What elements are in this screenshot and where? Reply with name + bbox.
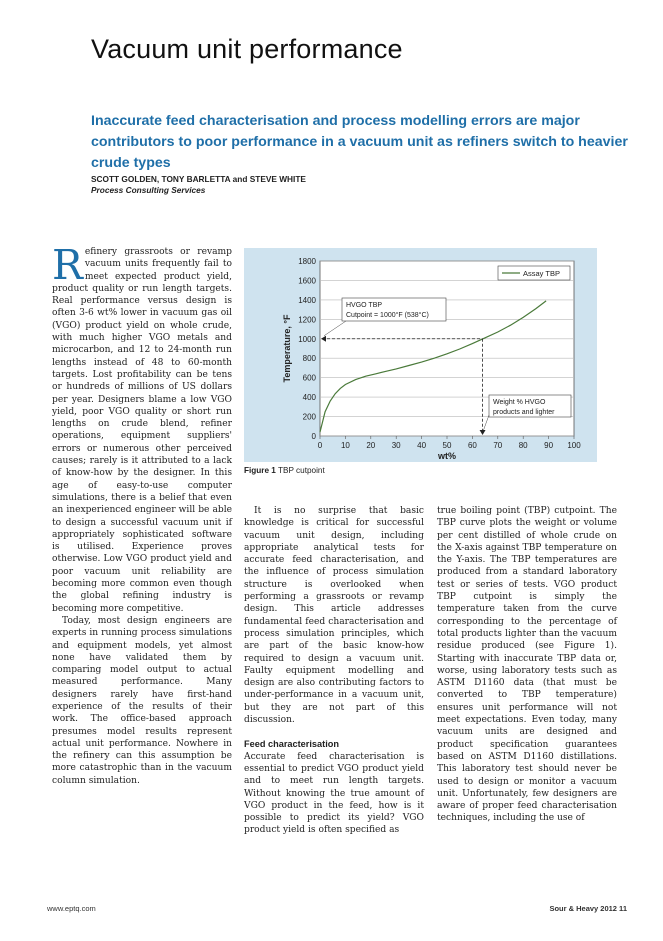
page-title: Vacuum unit performance xyxy=(91,34,403,64)
y-tick-label: 0 xyxy=(311,432,316,441)
affiliation: Process Consulting Services xyxy=(91,185,206,195)
y-tick-label: 200 xyxy=(302,412,316,422)
x-axis-label: wt% xyxy=(438,451,456,461)
annotation-weight-line1: Weight % HVGO xyxy=(493,399,546,406)
footer-url: www.eptq.com xyxy=(47,904,96,913)
x-tick-label: 50 xyxy=(442,441,452,450)
column-3 xyxy=(437,505,617,825)
annotation-cutpoint-line2: Cutpoint = 1000°F (538°C) xyxy=(346,312,429,319)
annotation-cutpoint-line1: HVGO TBP xyxy=(346,302,383,309)
x-tick-label: 100 xyxy=(567,441,581,450)
legend-label: Assay TBP xyxy=(523,269,560,278)
annotation-weight-line2: products and lighter xyxy=(493,409,555,416)
footer-issue: Sour & Heavy 2012 11 xyxy=(549,904,627,913)
figure-1 xyxy=(244,248,597,462)
figure-caption-label: Figure 1 xyxy=(244,466,276,475)
x-tick-label: 30 xyxy=(391,441,401,450)
y-axis-label: Temperature, °F xyxy=(282,314,292,383)
y-tick-label: 600 xyxy=(302,373,316,383)
column-2 xyxy=(244,505,424,837)
x-tick-label: 0 xyxy=(317,441,323,450)
figure-caption-text: TBP cutpoint xyxy=(278,466,325,475)
x-tick-label: 20 xyxy=(366,441,376,450)
paragraph-1-text: efinery grassroots or revamp vacuum units frequently fail to meet expected product yield, product quality or run length targets. Real performance versus design is often 3-6 wt% lower in vacuum gas oil (VGO) product yield on whole crude, with much higher VGO metals and microcarbon, and 12 to 24-month run lengths instead of 48 to 60-month targets. Lost profitability can be tens or hundreds of millions of US dollars per year. Designers blame a low VGO yield, poor VGO quality or short run lengths on crude blend, refiner operations, equipment suppliers' errors or numerous other perceived causes; rarely is it attributed to a lack of know-how by the designer. In this age of easy-to-use computer simulations, there is a belief that even an inexperienced engineer will be able to design a successful vacuum unit if appropriately sophisticated software is utilised. Experience proves otherwise. Low VGO product yield and poor vacuum unit reliability are becoming more common even though the global refining industry is becoming more competitive. xyxy=(52,247,232,614)
x-tick-label: 70 xyxy=(493,441,503,450)
authors: SCOTT GOLDEN, TONY BARLETTA and STEVE WHITE xyxy=(91,174,306,184)
drop-cap: R xyxy=(52,241,83,289)
x-tick-label: 60 xyxy=(467,441,477,450)
y-tick-label: 400 xyxy=(302,393,316,403)
paragraph-4: Accurate feed characterisation is essential to predict VGO product yield and to meet run length targets. Without knowing the true amount of VGO product in the feed, how is it possible to predict its yield? VGO product yield is often specified as xyxy=(244,751,424,836)
y-tick-label: 1200 xyxy=(298,315,316,325)
column-1 xyxy=(52,241,232,787)
y-tick-label: 1600 xyxy=(298,276,316,286)
x-tick-label: 10 xyxy=(340,441,350,450)
author-block xyxy=(91,174,306,196)
x-tick-label: 80 xyxy=(518,441,528,450)
y-tick-label: 800 xyxy=(302,354,316,364)
paragraph-2: Today, most design engineers are experts in running process simulations and equipment models, yet almost none have validated them by comparing model output to actual measured performance. Many designers rarely have first-hand experience of the results of their work. The office-based approach presumes model results represent actual unit performance. Nowhere in the refinery can this assumption be more catastrophic than in the vacuum column simulation. xyxy=(52,615,232,786)
tbp-chart xyxy=(244,248,597,462)
y-tick-label: 1800 xyxy=(298,257,316,266)
y-tick-label: 1000 xyxy=(298,334,316,344)
paragraph-1 xyxy=(52,241,232,615)
x-tick-label: 90 xyxy=(544,441,554,450)
figure-caption xyxy=(244,466,325,475)
paragraph-5: true boiling point (TBP) cutpoint. The TBP curve plots the weight or volume per cent distilled of whole crude on the X-axis against TBP temperature on the Y-axis. The TBP temperatures are produced from a standard laboratory test or series of tests. VGO product TBP cutpoint is simply the temperature taken from the curve corresponding to the percentage of total products lighter than the vacuum residue produced (see Figure 1). Starting with inaccurate TBP data or, worse, using laboratory tests such as ASTM D1160 data (that must be converted to TBP temperature) ensures unit performance will not meet expectations. Even today, many vacuum units are designed and product specification guarantees based on ASTM D1160 distillations. This laboratory test should never be used to design or monitor a vacuum unit. Unfortunately, few designers are aware of proper feed characterisation techniques, including the use of xyxy=(437,506,617,824)
article-standfirst: Inaccurate feed characterisation and process modelling errors are major contributors to poor performance in a vacuum unit as refiners switch to heavier crude types xyxy=(91,113,628,171)
y-tick-label: 1400 xyxy=(298,295,316,305)
paragraph-3: It is no surprise that basic knowledge is critical for successful vacuum unit design, including appropriate analytical tests for accurate feed characterisation, and the influence of process simulation structure is overlooked when performing a grassroots or revamp design. This article addresses fundamental feed characterisation and process simulation principles, which are part of the basic know-how required to design a vacuum unit. Faulty equipment modelling and design are also contributing factors to under-performance in a vacuum unit, but they are not part of this discussion. xyxy=(244,506,424,726)
section-heading: Feed characterisation xyxy=(244,739,339,750)
x-tick-label: 40 xyxy=(417,441,427,450)
